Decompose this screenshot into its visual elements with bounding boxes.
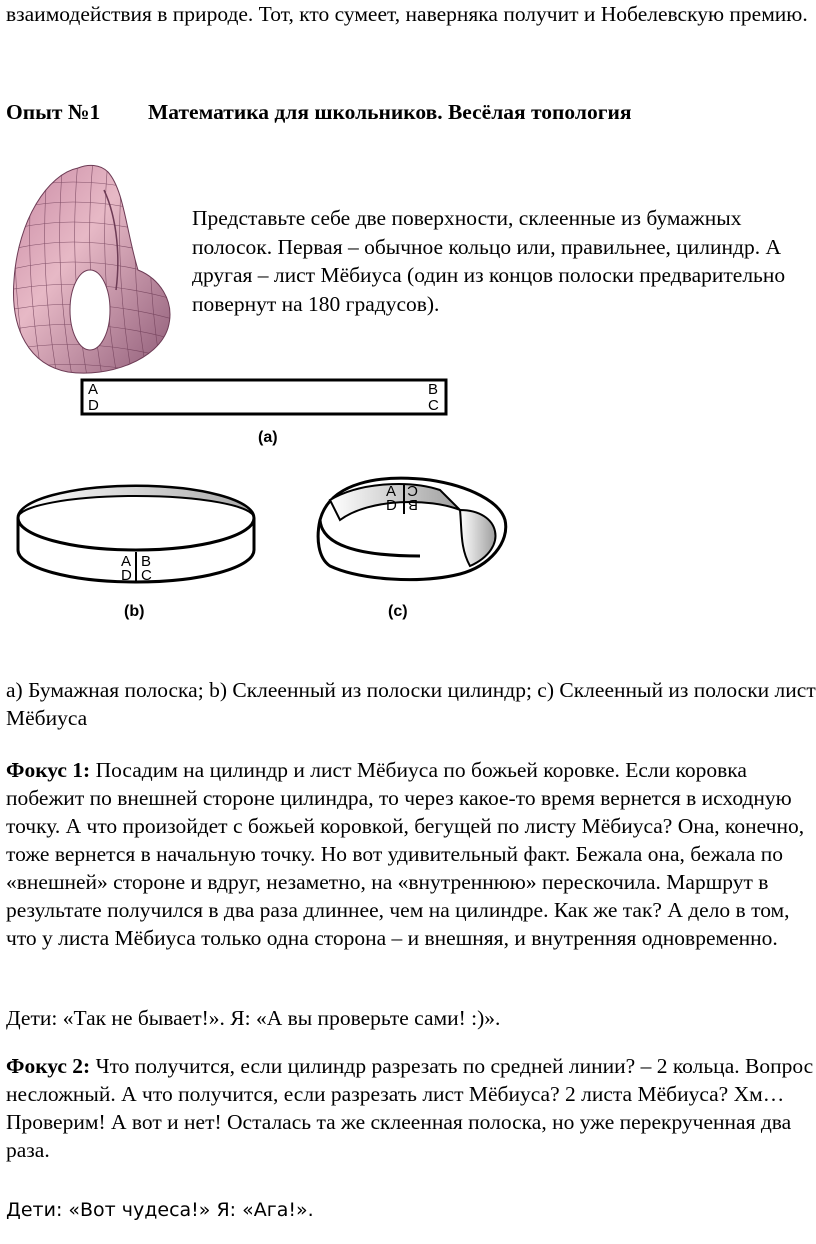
kids-reply-1: Дети: «Так не бывает!». Я: «А вы проверьте сами! :)».	[6, 1006, 501, 1030]
experiment-title: Математика для школьников. Весёлая топология	[148, 100, 632, 124]
figure-label-a: (a)	[258, 429, 278, 446]
cylinder-label-c: C	[141, 567, 152, 584]
cylinder-label-a: A	[121, 553, 132, 570]
mobius-label-b: B	[407, 496, 418, 513]
figure-caption: а) Бумажная полоска; b) Склеенный из полоски цилиндр; с) Склеенный из полоски лист Мёбиуса	[6, 678, 816, 730]
paper-strip	[82, 380, 446, 414]
focus-1-text: Посадим на цилиндр и лист Мёбиуса по божьей коровке. Если коровка побежит по внешней стороне цилиндра, то через какое-то время вернется в исходную точку. А что произойдет с божьей коровкой, бегущей по листу Мёбиуса? Она, конечно, тоже вернется в начальную точку. Но вот удивительный факт. Бежала она, бежала по «внешней» стороне и вдруг, незаметно, на «внутреннюю» перескочила. Маршрут в результате получился в два раза длиннее, чем на цилиндре. Как же так? А дело в том, что у листа Мёбиуса только одна сторона – и внешняя, и внутренняя одновременно.	[6, 758, 805, 950]
experiment-heading	[6, 100, 632, 125]
mobius-label-c: C	[407, 482, 418, 499]
klein-bottle-image	[8, 160, 176, 382]
cylinder-label-b: B	[141, 553, 152, 570]
cylinder-label-d: D	[121, 567, 132, 584]
strip-label-c: C	[428, 397, 439, 414]
intro-paragraph: Представьте себе две поверхности, склеенные из бумажных полосок. Первая – обычное кольцо или, правильнее, цилиндр. А другая – лист Мёбиуса (один из концов полоски предварительно повернут на 180 градусов).	[192, 206, 786, 316]
figure-label-c: (c)	[388, 603, 408, 620]
strip-label-d: D	[88, 397, 99, 414]
focus-2-paragraph	[6, 1052, 816, 1164]
figure-label-b: (b)	[124, 603, 145, 620]
focus-2-text: Что получится, если цилиндр разрезать по средней линии? – 2 кольца. Вопрос несложный. А что получится, если разрезать лист Мёбиуса? 2 листа Мёбиуса? Хм… Проверим! А вот и нет! Осталась та же склеенная полоска, но уже перекрученная два раза.	[6, 1054, 814, 1162]
strip-figures	[0, 370, 816, 630]
focus-1-paragraph	[6, 756, 816, 952]
top-paragraph: взаимодействия в природе. Тот, кто сумеет, наверняка получит и Нобелевскую премию.	[6, 2, 808, 26]
cylinder-figure	[18, 486, 254, 582]
kids-reply-2: Дети: «Вот чудеса!» Я: «Ага!».	[6, 1199, 314, 1221]
strip-label-a: A	[88, 381, 99, 398]
focus-2-label: Фокус 2:	[6, 1054, 91, 1078]
mobius-label-d: D	[386, 497, 397, 514]
strip-label-b: B	[428, 381, 439, 398]
focus-1-label: Фокус 1:	[6, 758, 91, 782]
experiment-number: Опыт №1	[6, 100, 101, 124]
mobius-label-a: A	[386, 483, 397, 500]
